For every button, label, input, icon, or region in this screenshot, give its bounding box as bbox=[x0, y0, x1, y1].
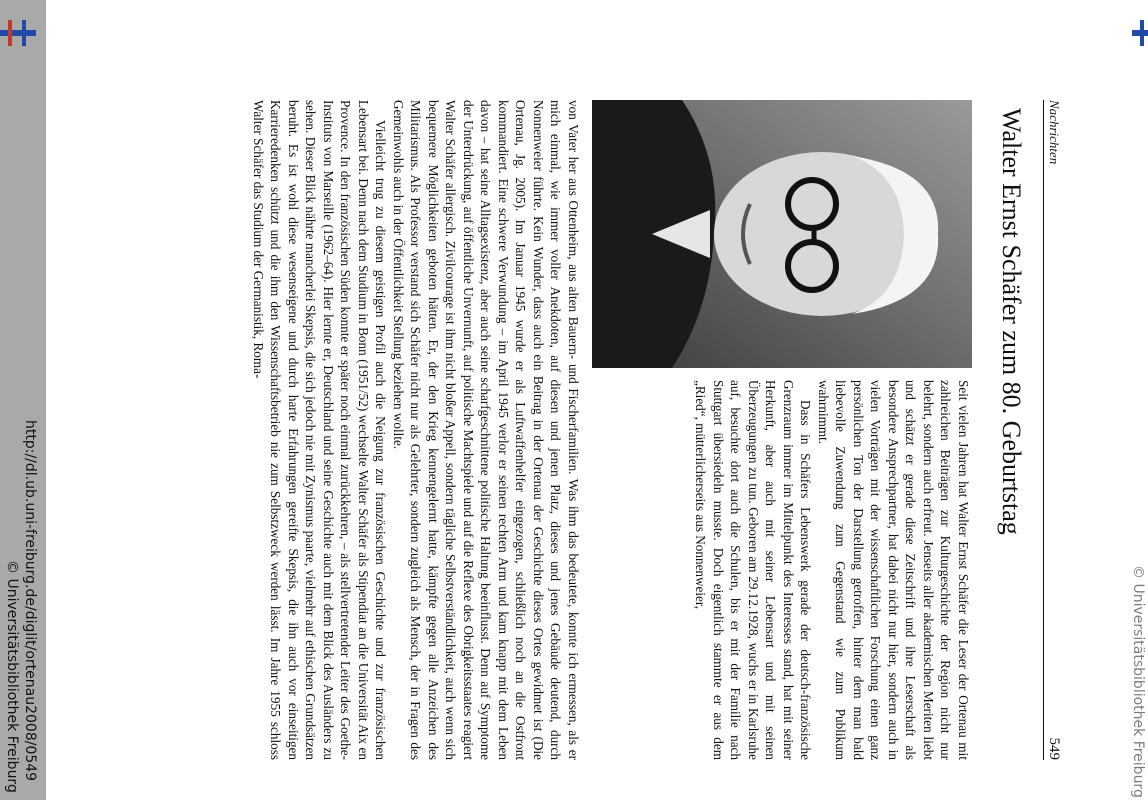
library-logo-icon-right bbox=[1128, 20, 1148, 46]
paragraph: Vielleicht trug zu diesem geistigen Profil auch die Neigung zur französischen Geschichte und zur französischen Lebensart bei. Denn nach dem Studium in Bonn (1951/52) wechselte Walter Schäfer als Stipendiat an die Universität Aix en Provence. In den französischen Süden konnte er später noch einmal zurückkehren, – als stellvertretender Leiter des Goethe-Instituts von Marseille (1962–64). Hier lernte er, Deutschland und seine Geschichte auch mit dem Blick des Ausländers zu sehen. Dieser Blick nährte mancherlei Skepsis, die sich jedoch nie mit Zynismus paarte, vielmehr auf ethischen Grundsätzen beruht. Es ist wohl diese wesenseigene und durch harte Erfahrungen gereifte Skepsis, die ihn auch vor einseitigen Karrieredenken schützt und die ihm den Wissenschaftsbetrieb nie zum Selbstzweck werden lässt. Im Jahre 1955 schloss Walter Schäfer das Studium der Germanistik, Roma- bbox=[251, 100, 389, 760]
article-title: Walter Ernst Schäfer zum 80. Geburtstag bbox=[997, 108, 1026, 535]
paragraph: Dass in Schäfers Lebenswerk gerade der deutsch-französische Grenzraum immer im Mittelpunkt des Interesses stand, hat mit seiner Herkunft, aber auch mit seiner Lebensart und mit seinen Überzeugungen zu tun. Geboren am 29.12.1928, wuchs er in Karlsruhe auf, besuchte dort auch die Schulen, bis er mit der Familie nach Stuttgart übersiedeln musste. Doch eigentlich stammte er aus dem „Ried“, mütterlicherseits aus Nonnenweier, bbox=[693, 380, 814, 760]
scanned-page bbox=[116, 100, 1062, 760]
library-logo-icon bbox=[0, 20, 36, 46]
portrait-image bbox=[592, 100, 972, 368]
copyright-notice: © Universitätsbibliothek Freiburg bbox=[4, 560, 20, 793]
paragraph: Seit vielen Jahren hat Walter Ernst Schäfer die Leser der Ortenau mit zahlreichen Beiträgen zur Kulturgeschichte der Region nicht nur belehrt, sondern auch erfreut. Jenseits aller akademischen Meriten liebt und schätzt er gerade diese Zeitschrift und ihre Leserschaft als besondere Ansprechpartner, hat dabei nicht nur hier, sondern auch in vielen Vorträgen mit der wissenschaftlichen Forschung einen ganz persönlichen Ton der Darstellung getroffen, hinter dem man bald liebevolle Zuwendung zum Gegenstand wie zum Publikum wahrnimmt. bbox=[816, 380, 971, 760]
running-head: Nachrichten bbox=[1047, 100, 1062, 165]
header-rule bbox=[1043, 100, 1044, 760]
copyright-notice-right: © Universitätsbibliothek Freiburg bbox=[1130, 565, 1146, 798]
text-column-right bbox=[692, 380, 972, 760]
text-body bbox=[250, 100, 583, 760]
source-url[interactable]: http://dl.ub.uni-freiburg.de/diglit/ortenau2008/0549 bbox=[22, 420, 38, 782]
portrait-photo bbox=[592, 100, 972, 368]
page-number: 549 bbox=[1046, 737, 1062, 760]
paragraph: von Vater her aus Ottenheim, aus alten Bauern- und Fischerfamilien. Was ihm das bedeutete, konnte ich ermessen, als er mich einmal, wie immer voller Anekdoten, auf diesen und jenen Platz, dieses und jenes Gebäude deutend, durch Nonnenweier führte. Kein Wunder, dass auch ein Beitrag in der Ortenau der Geschichte dieses Ortes gewidmet ist (Die Ortenau, Jg. 2005). Im Januar 1945 wurde er als Luftwaffenhelfer eingezogen, schließlich noch an die Ostfront kommandiert. Eine schwere Verwundung – im April 1945 verlor er seinen rechten Arm und kam knapp mit dem Leben davon – hat seine Alltagsexistenz, aber auch seine scharfgeschnittene politische Haltung beeinflusst. Denn auf Symptome der Unterdrückung, auf öffentliche Unvernunft, auf politische Machtspiele und auf die Reflexe des Obrigkeitsstaates reagiert Walter Schäfer allergisch. Zivilcourage ist ihm nicht bloßer Appell, sondern tägliche Selbstverständlichkeit, auch wenn sich bequemere Möglichkeiten geboten hätten. Er, der den Krieg kennengelernt hatte, kämpfte gegen alle Anzeichen des Militarismus. Als Professor verstand sich Schäfer nicht nur als Gelehrter, sondern zugleich als Mensch, der in Fragen des Gemeinwohls auch in der Öffentlichkeit Stellung beziehen wollte. bbox=[391, 100, 581, 760]
